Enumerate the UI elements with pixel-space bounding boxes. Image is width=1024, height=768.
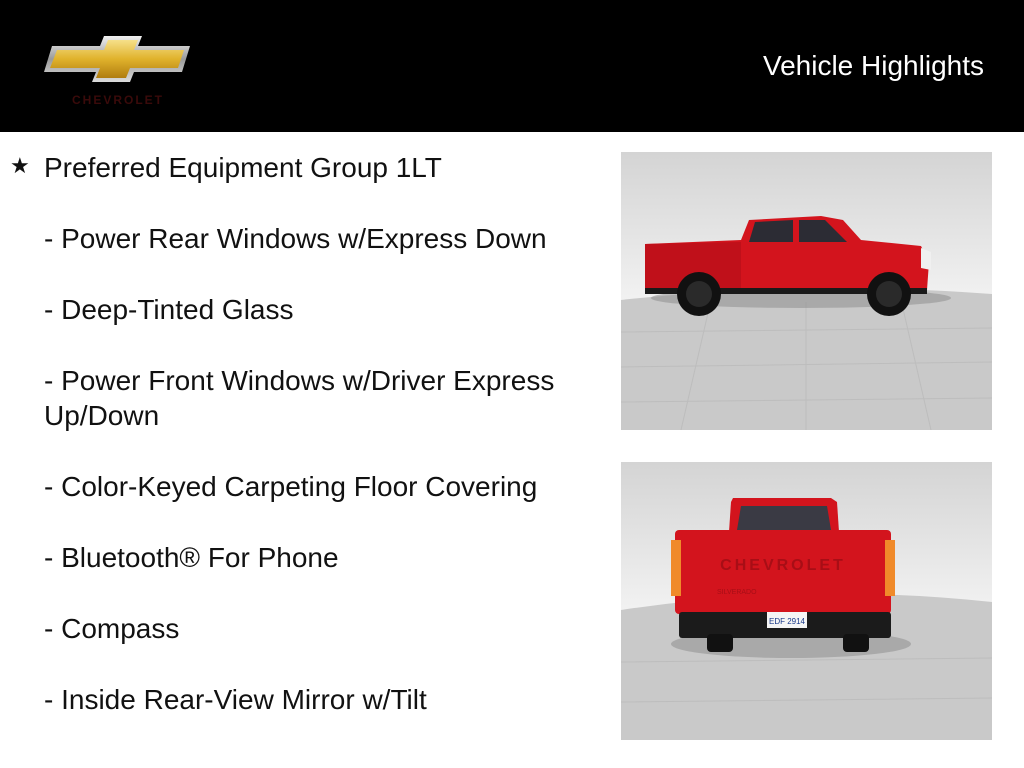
feature-item: - Inside Rear-View Mirror w/Tilt bbox=[44, 684, 427, 715]
highlights-section bbox=[0, 150, 600, 760]
feature-item: - Power Rear Windows w/Express Down bbox=[44, 223, 547, 254]
truck-rear-photo bbox=[621, 462, 992, 740]
feature-item: - Power Front Windows w/Driver Express Up/Down bbox=[44, 365, 555, 431]
page-title: Vehicle Highlights bbox=[762, 50, 984, 81]
chevrolet-logo bbox=[44, 34, 192, 110]
truck-side-photo bbox=[621, 152, 992, 430]
svg-text:CHEVROLET: CHEVROLET bbox=[71, 93, 165, 107]
header-bar bbox=[0, 0, 1024, 132]
feature-item: - Color-Keyed Carpeting Floor Covering bbox=[44, 471, 538, 502]
feature-item: - Bluetooth® For Phone bbox=[44, 542, 339, 573]
feature-list bbox=[44, 150, 584, 717]
star-icon: ★ bbox=[10, 154, 30, 179]
license-plate: EDF 2914 bbox=[768, 617, 806, 626]
feature-item: - Deep-Tinted Glass bbox=[44, 294, 294, 325]
tailgate-badge: SILVERADO bbox=[717, 589, 757, 596]
feature-group-heading: Preferred Equipment Group 1LT bbox=[44, 152, 442, 183]
tailgate-lettering: CHEVROLET bbox=[720, 557, 846, 574]
feature-item: - Compass bbox=[44, 613, 180, 644]
